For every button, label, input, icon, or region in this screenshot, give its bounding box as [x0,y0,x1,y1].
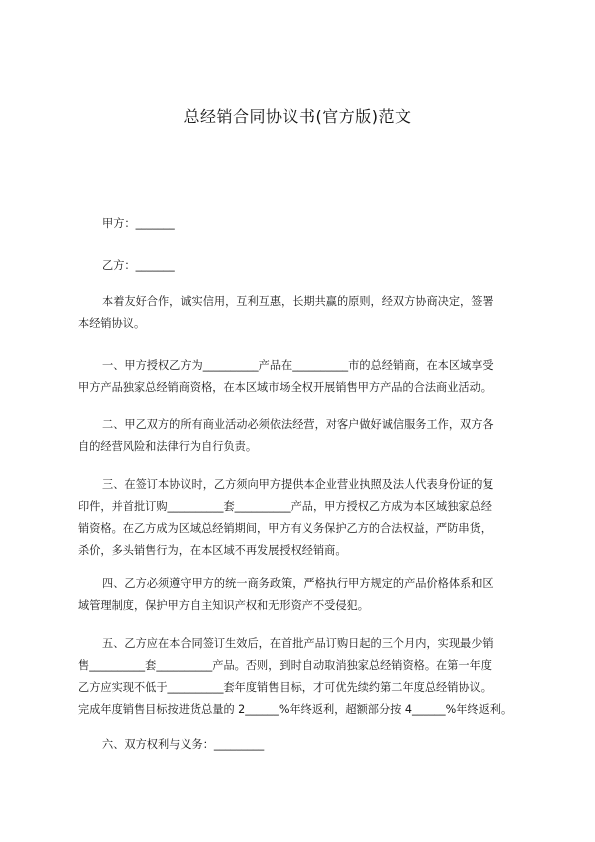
intro-paragraph [78,291,528,335]
clause-5-line: 五、乙方应在本合同签订生效后，在首批产品订购日起的三个月内，实现最少销 [102,637,494,650]
clause-3-line: 销资格。在乙方成为区域总经销期间，甲方有义务保护乙方的合法权益，严防串货， [78,522,492,535]
clause-4-line: 域管理制度，保护甲方自主知识产权和无形资产不受侵犯。 [78,599,369,612]
clause-1-line: 一、甲方授权乙方为__________产品在__________市的总经销商，在本区域享受 [102,359,494,372]
party-b-text: 乙方：_______ [102,259,175,272]
intro-line: 本着友好合作，诚实信用，互利互惠，长期共赢的原则，经双方协商决定，签署 [102,295,494,308]
clause-5-paragraph [78,633,528,721]
clause-3-line: 印件，并首批订购__________套__________产品，甲方授权乙方成为本区域独家总经 [78,500,492,513]
clause-5-line: 乙方应实现不低于__________套年度销售目标，才可优先续约第二年度总经销协议。 [78,681,492,694]
clause-5-line: 完成年度销售目标按进货总量的 2______%年终返利，超额部分按 4______%年终返利。 [78,703,513,716]
clause-6-line [78,734,528,756]
document-title: 总经销合同协议书(官方版)范文 [183,107,412,126]
clause-2-line: 自的经营风险和法律行为自行负责。 [78,440,258,453]
clause-1-line: 甲方产品独家总经销商资格，在本区域市场全权开展销售甲方产品的合法商业活动。 [78,381,492,394]
clause-2-line: 二、甲乙双方的所有商业活动必须依法经营，对客户做好诚信服务工作，双方各 [102,418,494,431]
clause-4-paragraph [78,573,528,617]
clause-4-line: 四、乙方必须遵守甲方的统一商务政策，严格执行甲方规定的产品价格体系和区 [102,577,494,590]
clause-3-paragraph [78,474,528,562]
party-a-text: 甲方：_______ [102,217,175,230]
clause-1-paragraph [78,355,528,399]
party-a-line [78,213,528,235]
clause-5-line: 售__________套__________产品。否则，到时自动取消独家总经销资格。在第一年度 [78,659,492,672]
party-b-line [78,255,528,277]
clause-3-line: 杀价，多头销售行为，在本区域不再发展授权经销商。 [78,544,347,557]
clause-2-paragraph [78,414,528,458]
clause-6-text: 六、双方权利与义务：_________ [102,738,265,751]
intro-line: 本经销协议。 [78,317,146,330]
clause-3-line: 三、在签订本协议时，乙方须向甲方提供本企业营业执照及法人代表身份证的复 [102,478,494,491]
